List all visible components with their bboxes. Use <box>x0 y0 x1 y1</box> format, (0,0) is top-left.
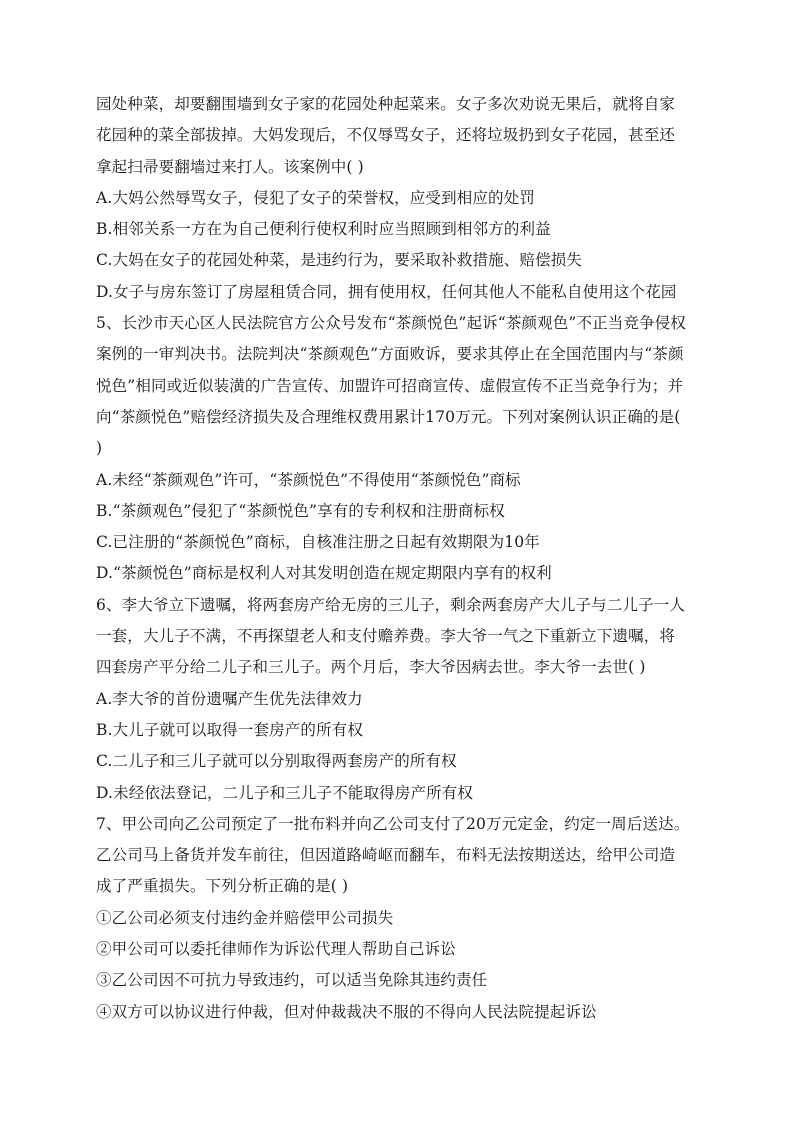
option-d-q5: D.“茶颜悦色”商标是权利人对其发明创造在规定期限内享有的权利 <box>96 564 552 583</box>
question-5-stem: 5、长沙市天心区人民法院官方公众号发布“茶颜悦色”起诉“茶颜观色”不正当竞争侵权 <box>96 314 687 333</box>
text-line: 四套房产平分给二儿子和三儿子。两个月后，李大爷因病去世。李大爷一去世( ) <box>96 658 646 677</box>
question-6-stem: 6、李大爷立下遗嘱，将两套房产给无房的三儿子，剩余两套房产大儿子与二儿子一人 <box>96 595 686 614</box>
option-c-q4: C.大妈在女子的花园处种菜，是违约行为，要采取补救措施、赔偿损失 <box>96 251 583 270</box>
option-a-q5: A.未经“茶颜观色”许可，“茶颜悦色”不得使用“茶颜悦色”商标 <box>96 470 521 489</box>
document-page <box>96 89 708 1028</box>
text-line: ) <box>96 439 103 458</box>
option-c-q5: C.已注册的“茶颜悦色”商标，自核准注册之日起有效期限为10年 <box>96 533 540 552</box>
option-a-q6: A.李大爷的首份遗嘱产生优先法律效力 <box>96 689 363 708</box>
question-7-stem: 7、甲公司向乙公司预定了一批布料并向乙公司支付了20万元定金，约定一周后送达。 <box>96 814 690 833</box>
statement-3-q7: ③乙公司因不可抗力导致违约，可以适当免除其违约责任 <box>96 971 488 990</box>
text-line: 拿起扫帚要翻墙过来打人。该案例中( ) <box>96 157 364 176</box>
option-b-q5: B.“茶颜观色”侵犯了“茶颜悦色”享有的专利权和注册商标权 <box>96 501 505 520</box>
option-b-q6: B.大儿子就可以取得一套房产的所有权 <box>96 720 364 739</box>
statement-2-q7: ②甲公司可以委托律师作为诉讼代理人帮助自己诉讼 <box>96 940 456 959</box>
option-c-q6: C.二儿子和三儿子就可以分别取得两套房产的所有权 <box>96 752 457 771</box>
text-line: 成了严重损失。下列分析正确的是( ) <box>96 877 349 896</box>
option-b-q4: B.相邻关系一方在为自己便利行使权利时应当照顾到相邻方的利益 <box>96 220 551 239</box>
text-line: 悦色”相同或近似装潢的广告宣传、加盟许可招商宣传、虚假宣传不正当竞争行为；并 <box>96 376 684 395</box>
statement-4-q7: ④双方可以协议进行仲裁，但对仲裁裁决不服的不得向人民法院提起诉讼 <box>96 1002 597 1021</box>
text-line: 乙公司马上备货并发车前往，但因道路崎岖而翻车，布料无法按期送达，给甲公司造 <box>96 846 676 865</box>
text-line: 园处种菜，却要翻围墙到女子家的花园处种起菜来。女子多次劝说无果后，就将自家 <box>96 95 676 113</box>
text-line: 花园种的菜全部拔掉。大妈发现后，不仅辱骂女子，还将垃圾扔到女子花园，甚至还 <box>96 126 676 145</box>
text-line: 一套，大儿子不满，不再探望老人和支付赡养费。李大爷一气之下重新立下遗嘱，将 <box>96 627 676 646</box>
statement-1-q7: ①乙公司必须支付违约金并赔偿甲公司损失 <box>96 908 394 927</box>
text-line: 案例的一审判决书。法院判决“茶颜观色”方面败诉，要求其停止在全国范围内与“茶颜 <box>96 345 684 364</box>
option-a-q4: A.大妈公然辱骂女子，侵犯了女子的荣誉权，应受到相应的处罚 <box>96 188 535 207</box>
option-d-q6: D.未经依法登记，二儿子和三儿子不能取得房产所有权 <box>96 783 474 802</box>
option-d-q4: D.女子与房东签订了房屋租赁合同，拥有使用权，任何其他人不能私自使用这个花园 <box>96 282 677 301</box>
text-line: 向“茶颜悦色”赔偿经济损失及合理维权费用累计170万元。下列对案例认识正确的是( <box>96 407 681 426</box>
